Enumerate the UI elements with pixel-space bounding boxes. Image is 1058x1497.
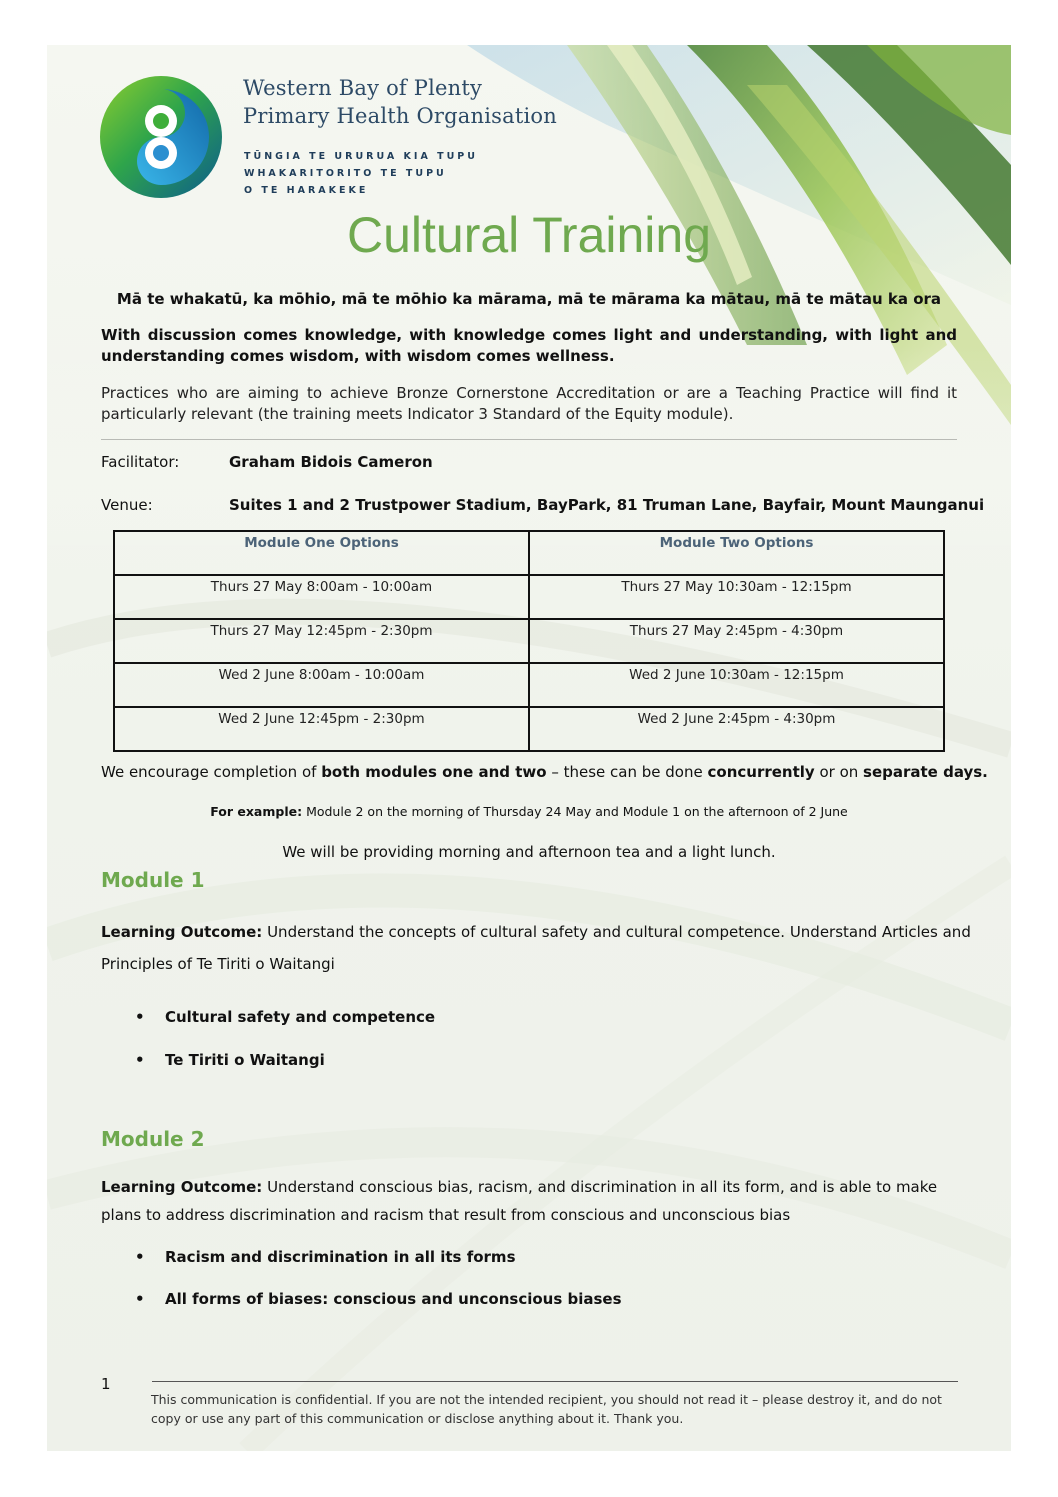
encourage-text	[101, 762, 988, 783]
module1-bullet-2: Te Tiriti o Waitangi	[165, 1051, 325, 1069]
encourage-part3: or on	[814, 763, 864, 781]
module-two-options-header: Module Two Options	[529, 531, 944, 575]
list-item	[135, 1290, 622, 1308]
facilitator-value: Graham Bidois Cameron	[229, 453, 433, 471]
module2-bullet-1: Racism and discrimination in all its forms	[165, 1248, 516, 1266]
list-item	[135, 1051, 325, 1069]
page-number: 1	[101, 1375, 111, 1393]
schedule-table	[113, 530, 945, 752]
document-page	[47, 45, 1011, 1451]
org-name-line1: Western Bay of Plenty	[243, 76, 483, 100]
tagline-line3: O TE HARAKEKE	[244, 185, 369, 196]
table-cell: Wed 2 June 10:30am - 12:15pm	[529, 663, 944, 707]
example-label: For example:	[210, 804, 303, 819]
encourage-bold1: both modules one and two	[321, 763, 547, 781]
list-item	[135, 1008, 436, 1026]
bullet-icon: •	[135, 1248, 145, 1266]
table-cell: Thurs 27 May 10:30am - 12:15pm	[529, 575, 944, 619]
koru-logo-icon	[99, 75, 223, 199]
module1-outcome-text: Understand the concepts of cultural safety and cultural competence. Understand Articles and	[262, 923, 971, 941]
encourage-part2: – these can be done	[546, 763, 708, 781]
table-header-row	[114, 531, 944, 575]
refreshments-text: We will be providing morning and afternoon tea and a light lunch.	[282, 843, 776, 861]
table-row	[114, 707, 944, 751]
bullet-icon: •	[135, 1290, 145, 1308]
facilitator-label: Facilitator:	[101, 453, 180, 471]
venue-label: Venue:	[101, 496, 153, 514]
module1-outcome-label: Learning Outcome:	[101, 923, 263, 941]
module2-bullet-2: All forms of biases: conscious and unconscious biases	[165, 1290, 622, 1308]
module2-heading: Module 2	[101, 1127, 205, 1151]
encourage-part1: We encourage completion of	[101, 763, 322, 781]
tagline-line2: WHAKARITORITO TE TUPU	[244, 168, 447, 179]
module1-outcome-line1	[101, 922, 981, 943]
module-one-options-header: Module One Options	[114, 531, 529, 575]
table-row	[114, 619, 944, 663]
tagline-line1: TŪNGIA TE URURUA KIA TUPU	[244, 151, 478, 162]
bullet-icon: •	[135, 1051, 145, 1069]
module2-outcome-text: Understand conscious bias, racism, and discrimination in all its form, and is able to make	[262, 1178, 938, 1196]
encourage-bold2: concurrently	[707, 763, 815, 781]
module2-outcome-label: Learning Outcome:	[101, 1178, 263, 1196]
table-cell: Thurs 27 May 8:00am - 10:00am	[114, 575, 529, 619]
table-row	[114, 663, 944, 707]
relevance-text: Practices who are aiming to achieve Bronze Cornerstone Accreditation or are a Teaching Practice will find it particularly relevant (the training meets Indicator 3 Standard of the Equity module).	[101, 384, 957, 423]
list-item	[135, 1248, 516, 1266]
module1-heading: Module 1	[101, 868, 205, 892]
example-text	[101, 804, 957, 819]
divider	[101, 439, 957, 440]
encourage-bold3: separate days.	[863, 763, 988, 781]
page-title: Cultural Training	[346, 207, 712, 263]
example-body: Module 2 on the morning of Thursday 24 May and Module 1 on the afternoon of 2 June	[302, 804, 848, 819]
org-name-line2: Primary Health Organisation	[243, 104, 557, 128]
table-cell: Thurs 27 May 2:45pm - 4:30pm	[529, 619, 944, 663]
table-cell: Wed 2 June 8:00am - 10:00am	[114, 663, 529, 707]
table-cell: Wed 2 June 2:45pm - 4:30pm	[529, 707, 944, 751]
table-row	[114, 575, 944, 619]
bullet-icon: •	[135, 1008, 145, 1026]
module2-outcome-line1	[101, 1177, 981, 1198]
footer-disclaimer: This communication is confidential. If you are not the intended recipient, you should not read it – please destroy it, and do not copy or use any part of this communication or disclose anything about it. Thank you.	[151, 1392, 942, 1426]
proverb-english: With discussion comes knowledge, with knowledge comes light and understanding, with light and understanding comes wisdom, with wisdom comes wellness.	[101, 326, 957, 365]
proverb-maori: Mā te whakatū, ka mōhio, mā te mōhio ka mārama, mā te mārama ka mātau, mā te mātau ka ora	[116, 290, 942, 308]
table-cell: Thurs 27 May 12:45pm - 2:30pm	[114, 619, 529, 663]
module2-outcome-line2: plans to address discrimination and racism that result from conscious and unconscious bias	[101, 1206, 791, 1224]
venue-value: Suites 1 and 2 Trustpower Stadium, BayPark, 81 Truman Lane, Bayfair, Mount Maunganui	[229, 496, 985, 514]
module1-outcome-line2: Principles of Te Tiriti o Waitangi	[101, 955, 335, 973]
footer-divider	[152, 1381, 958, 1382]
module1-bullet-1: Cultural safety and competence	[165, 1008, 436, 1026]
table-cell: Wed 2 June 12:45pm - 2:30pm	[114, 707, 529, 751]
